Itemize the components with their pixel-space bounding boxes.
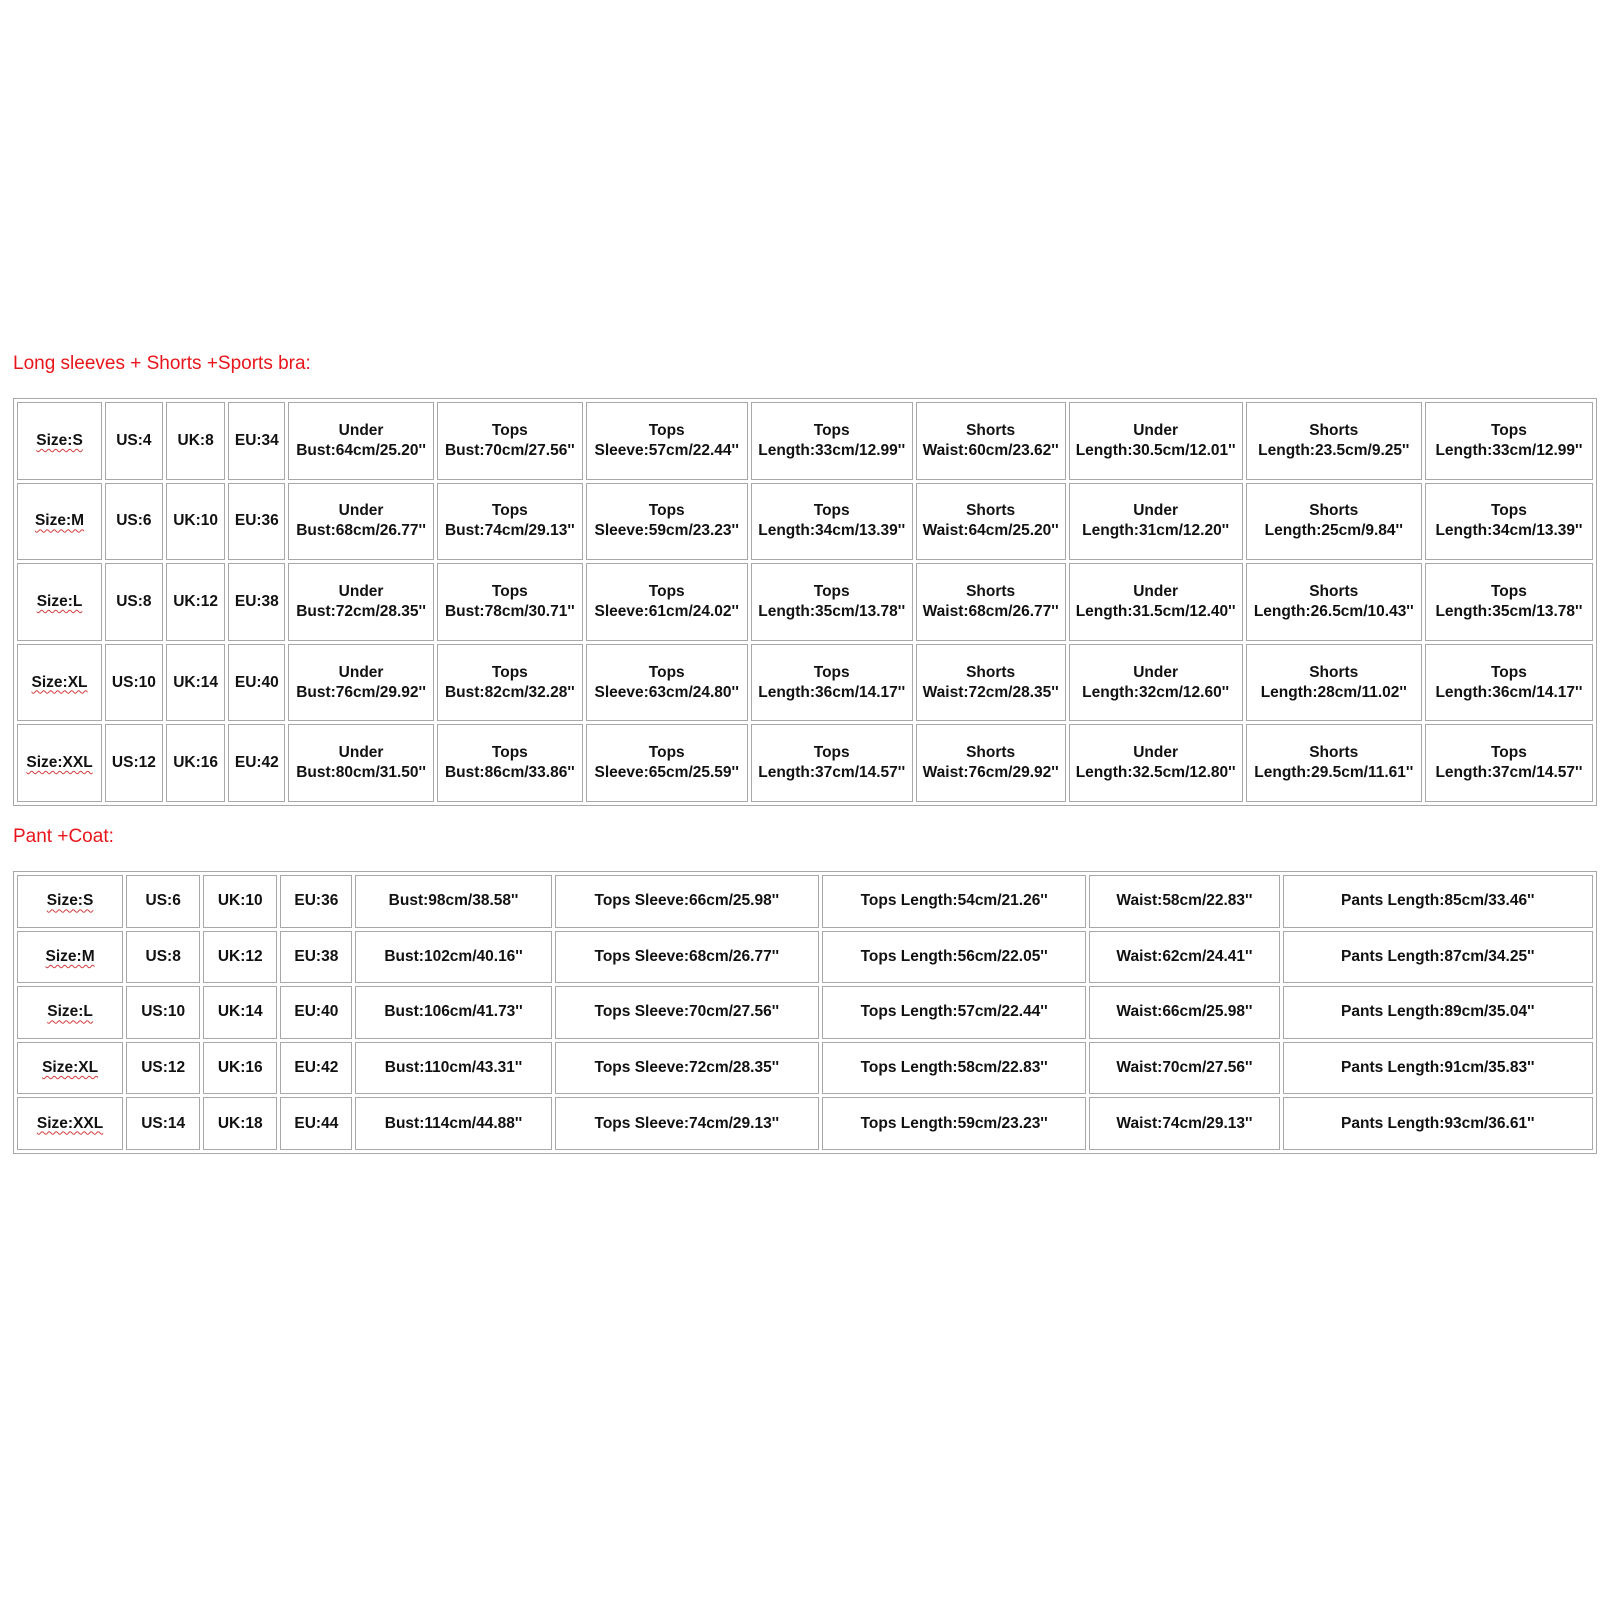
measurement-text: Pants Length:87cm/34.25'' [1341,947,1535,965]
measurement-cell [822,931,1086,984]
uk-size-cell: UK:14 [203,986,277,1039]
measurement-cell [437,724,583,802]
measurement-text: Shorts [1309,663,1359,681]
measurement-cell [916,644,1066,722]
measurement-cell [288,724,434,802]
section-title-pant-coat: Pant +Coat: [13,826,114,847]
measurement-text: Under [1133,663,1179,681]
measurement-cell [1283,931,1593,984]
measurement-text: Under [338,744,384,762]
measurement-text: Bust:70cm/27.56'' [444,441,575,459]
measurement-text: Length:33cm/12.99'' [1435,441,1583,459]
us-size-cell: US:14 [126,1097,200,1150]
measurement-text: Pants Length:91cm/35.83'' [1341,1059,1535,1077]
measurement-text: Length:35cm/13.78'' [758,602,906,620]
measurement-cell [1089,875,1279,928]
measurement-text: Bust:114cm/44.88'' [384,1114,523,1132]
measurement-cell [355,986,551,1039]
us-size-cell: US:6 [105,483,163,561]
measurement-text: Under [1133,502,1179,520]
measurement-text: Tops Sleeve:70cm/27.56'' [594,1003,780,1021]
table-row [17,724,1593,802]
measurement-cell [1089,986,1279,1039]
measurement-cell [822,986,1086,1039]
measurement-cell [1069,563,1243,641]
size-cell [17,1042,123,1095]
measurement-text: Tops Length:54cm/21.26'' [860,892,1048,910]
measurement-cell [1246,402,1422,480]
measurement-text: Length:31.5cm/12.40'' [1075,602,1236,620]
measurement-text: Tops [1490,582,1527,600]
measurement-text: Bust:98cm/38.58'' [388,892,519,910]
measurement-text: Tops [491,744,528,762]
measurement-cell [1089,1042,1279,1095]
uk-size-cell: UK:18 [203,1097,277,1150]
measurement-cell [916,724,1066,802]
measurement-text: Length:37cm/14.57'' [758,764,906,782]
measurement-cell [822,1097,1086,1150]
measurement-text: Bust:80cm/31.50'' [296,764,426,782]
measurement-text: Length:31cm/12.20'' [1082,522,1230,540]
uk-size-cell: UK:10 [166,483,226,561]
measurement-cell [437,644,583,722]
measurement-text: Tops [1490,421,1527,439]
measurement-text: Bust:78cm/30.71'' [444,602,575,620]
measurement-text: Sleeve:63cm/24.80'' [594,683,739,701]
measurement-text: Length:37cm/14.57'' [1435,764,1583,782]
table-row [17,644,1593,722]
measurement-text: Tops [813,502,850,520]
size-label: Size:S [46,892,94,910]
size-cell [17,931,123,984]
measurement-text: Tops [648,421,685,439]
measurement-cell [1283,1042,1593,1095]
measurement-text: Shorts [966,663,1016,681]
measurement-text: Length:29.5cm/11.61'' [1254,764,1414,782]
measurement-cell [1069,402,1243,480]
table-row [17,986,1593,1039]
measurement-cell [437,563,583,641]
measurement-text: Pants Length:89cm/35.04'' [1341,1003,1535,1021]
measurement-text: Tops [648,502,685,520]
uk-size-cell: UK:16 [166,724,226,802]
measurement-cell [1246,563,1422,641]
eu-size-cell: EU:40 [280,986,352,1039]
measurement-cell [355,1042,551,1095]
measurement-cell [751,563,913,641]
measurement-text: Length:34cm/13.39'' [758,522,906,540]
table-row [17,563,1593,641]
measurement-text: Bust:72cm/28.35'' [296,602,426,620]
measurement-cell [1425,483,1593,561]
measurement-text: Tops Sleeve:68cm/26.77'' [594,947,780,965]
table-row [17,1042,1593,1095]
measurement-cell [586,483,748,561]
measurement-text: Length:36cm/14.17'' [1435,683,1583,701]
measurement-cell [751,483,913,561]
measurement-text: Bust:106cm/41.73'' [384,1003,523,1021]
measurement-cell [288,563,434,641]
measurement-text: Tops [1490,663,1527,681]
measurement-cell [437,402,583,480]
table-row [17,1097,1593,1150]
measurement-text: Under [338,421,384,439]
measurement-text: Tops [491,582,528,600]
us-size-cell: US:12 [105,724,163,802]
measurement-text: Waist:64cm/25.20'' [922,522,1059,540]
measurement-cell [555,875,819,928]
size-cell [17,875,123,928]
uk-size-cell: UK:12 [166,563,226,641]
table-row [17,875,1593,928]
us-size-cell: US:8 [126,931,200,984]
size-chart-body [17,402,1593,802]
measurement-text: Tops [648,582,685,600]
eu-size-cell: EU:42 [280,1042,352,1095]
measurement-text: Tops [1490,502,1527,520]
measurement-text: Shorts [1309,502,1359,520]
measurement-text: Bust:68cm/26.77'' [296,522,426,540]
measurement-text: Bust:102cm/40.16'' [384,947,523,965]
eu-size-cell: EU:44 [280,1097,352,1150]
measurement-text: Under [338,663,384,681]
size-chart-pant-coat [13,871,1597,1154]
measurement-text: Bust:86cm/33.86'' [444,764,575,782]
measurement-cell [916,402,1066,480]
measurement-text: Bust:82cm/32.28'' [444,683,575,701]
measurement-cell [751,402,913,480]
measurement-text: Length:36cm/14.17'' [758,683,906,701]
measurement-text: Length:25cm/9.84'' [1264,522,1403,540]
measurement-cell [586,563,748,641]
measurement-text: Tops [813,421,850,439]
measurement-text: Tops [648,663,685,681]
measurement-cell [822,875,1086,928]
measurement-cell [555,1097,819,1150]
measurement-cell [355,875,551,928]
size-label: Size:XL [42,1059,99,1077]
measurement-text: Shorts [1309,582,1359,600]
measurement-text: Tops [491,421,528,439]
uk-size-cell: UK:14 [166,644,226,722]
measurement-cell [1246,483,1422,561]
measurement-text: Length:28cm/11.02'' [1260,683,1407,701]
measurement-text: Waist:58cm/22.83'' [1116,892,1253,910]
measurement-cell [751,644,913,722]
table-row [17,402,1593,480]
measurement-cell [355,931,551,984]
measurement-text: Sleeve:57cm/22.44'' [594,441,739,459]
uk-size-cell: UK:16 [203,1042,277,1095]
us-size-cell: US:10 [126,986,200,1039]
size-cell [17,986,123,1039]
size-label: Size:XXL [36,1114,104,1132]
measurement-cell [288,483,434,561]
us-size-cell: US:12 [126,1042,200,1095]
measurement-text: Bust:110cm/43.31'' [384,1059,523,1077]
measurement-cell [822,1042,1086,1095]
measurement-text: Sleeve:59cm/23.23'' [594,522,739,540]
measurement-cell [437,483,583,561]
measurement-text: Bust:64cm/25.20'' [296,441,426,459]
size-label: Size:S [36,431,83,449]
size-cell [17,402,102,480]
measurement-text: Length:34cm/13.39'' [1435,522,1583,540]
measurement-text: Shorts [1309,744,1359,762]
size-cell [17,644,102,722]
measurement-text: Length:23.5cm/9.25'' [1258,441,1410,459]
size-cell [17,724,102,802]
us-size-cell: US:8 [105,563,163,641]
table-row [17,483,1593,561]
measurement-cell [586,724,748,802]
size-cell [17,1097,123,1150]
measurement-cell [1089,1097,1279,1150]
eu-size-cell: EU:36 [228,483,285,561]
measurement-text: Tops Length:58cm/22.83'' [860,1059,1048,1077]
measurement-cell [751,724,913,802]
measurement-text: Length:33cm/12.99'' [758,441,906,459]
measurement-text: Waist:66cm/25.98'' [1116,1003,1253,1021]
size-label: Size:M [34,512,85,530]
measurement-text: Tops Sleeve:66cm/25.98'' [594,892,780,910]
size-chart-long-sleeves-set [13,398,1597,806]
measurement-cell [1069,483,1243,561]
measurement-text: Tops [491,502,528,520]
section-title-long-sleeves-set: Long sleeves + Shorts +Sports bra: [13,353,311,374]
eu-size-cell: EU:38 [228,563,285,641]
measurement-text: Waist:60cm/23.62'' [922,441,1059,459]
measurement-cell [555,986,819,1039]
measurement-text: Pants Length:93cm/36.61'' [1341,1114,1535,1132]
measurement-text: Under [1133,582,1179,600]
measurement-text: Shorts [966,502,1016,520]
measurement-text: Shorts [1309,421,1359,439]
uk-size-cell: UK:12 [203,931,277,984]
measurement-text: Tops [813,663,850,681]
eu-size-cell: EU:42 [228,724,285,802]
size-label: Size:L [36,592,83,610]
measurement-text: Length:32.5cm/12.80'' [1075,764,1236,782]
measurement-text: Waist:72cm/28.35'' [922,683,1059,701]
measurement-cell [916,483,1066,561]
measurement-text: Waist:62cm/24.41'' [1116,947,1253,965]
eu-size-cell: EU:40 [228,644,285,722]
measurement-text: Waist:74cm/29.13'' [1116,1114,1253,1132]
measurement-text: Pants Length:85cm/33.46'' [1341,892,1535,910]
measurement-cell [1283,1097,1593,1150]
eu-size-cell: EU:36 [280,875,352,928]
measurement-cell [1425,563,1593,641]
uk-size-cell: UK:8 [166,402,226,480]
measurement-text: Tops Length:59cm/23.23'' [860,1114,1048,1132]
measurement-cell [288,402,434,480]
measurement-cell [1283,875,1593,928]
us-size-cell: US:6 [126,875,200,928]
measurement-text: Under [1133,744,1179,762]
measurement-text: Sleeve:61cm/24.02'' [594,602,739,620]
uk-size-cell: UK:10 [203,875,277,928]
measurement-cell [1089,931,1279,984]
measurement-text: Tops Length:57cm/22.44'' [860,1003,1048,1021]
us-size-cell: US:4 [105,402,163,480]
measurement-text: Tops Length:56cm/22.05'' [860,947,1048,965]
measurement-text: Sleeve:65cm/25.59'' [594,764,739,782]
measurement-text: Tops [648,744,685,762]
measurement-cell [1283,986,1593,1039]
measurement-text: Waist:70cm/27.56'' [1116,1059,1253,1077]
measurement-cell [586,402,748,480]
size-cell [17,563,102,641]
measurement-text: Under [338,582,384,600]
size-label: Size:XXL [26,754,93,772]
size-label: Size:XL [31,673,88,691]
us-size-cell: US:10 [105,644,163,722]
measurement-text: Shorts [966,744,1016,762]
measurement-text: Length:35cm/13.78'' [1435,602,1583,620]
eu-size-cell: EU:34 [228,402,285,480]
table-row [17,931,1593,984]
measurement-cell [586,644,748,722]
measurement-text: Under [338,502,384,520]
measurement-cell [1425,644,1593,722]
measurement-cell [1425,402,1593,480]
measurement-text: Tops Sleeve:74cm/29.13'' [594,1114,780,1132]
eu-size-cell: EU:38 [280,931,352,984]
measurement-cell [1425,724,1593,802]
size-cell [17,483,102,561]
measurement-cell [1069,724,1243,802]
measurement-cell [355,1097,551,1150]
size-chart-body [17,875,1593,1150]
measurement-text: Tops [813,582,850,600]
measurement-text: Tops [491,663,528,681]
measurement-text: Tops [813,744,850,762]
measurement-text: Bust:76cm/29.92'' [296,683,426,701]
measurement-cell [555,931,819,984]
size-label: Size:M [45,947,95,965]
measurement-cell [1246,644,1422,722]
measurement-text: Tops [1490,744,1527,762]
measurement-text: Waist:68cm/26.77'' [922,602,1059,620]
measurement-cell [916,563,1066,641]
measurement-text: Waist:76cm/29.92'' [922,764,1059,782]
measurement-cell [1246,724,1422,802]
measurement-text: Shorts [966,421,1016,439]
measurement-text: Bust:74cm/29.13'' [444,522,575,540]
measurement-text: Tops Sleeve:72cm/28.35'' [594,1059,780,1077]
size-label: Size:L [47,1003,93,1021]
measurement-text: Length:26.5cm/10.43'' [1253,602,1414,620]
measurement-text: Length:32cm/12.60'' [1082,683,1230,701]
measurement-cell [555,1042,819,1095]
measurement-text: Shorts [966,582,1016,600]
measurement-cell [1069,644,1243,722]
measurement-cell [288,644,434,722]
measurement-text: Length:30.5cm/12.01'' [1075,441,1236,459]
measurement-text: Under [1133,421,1179,439]
